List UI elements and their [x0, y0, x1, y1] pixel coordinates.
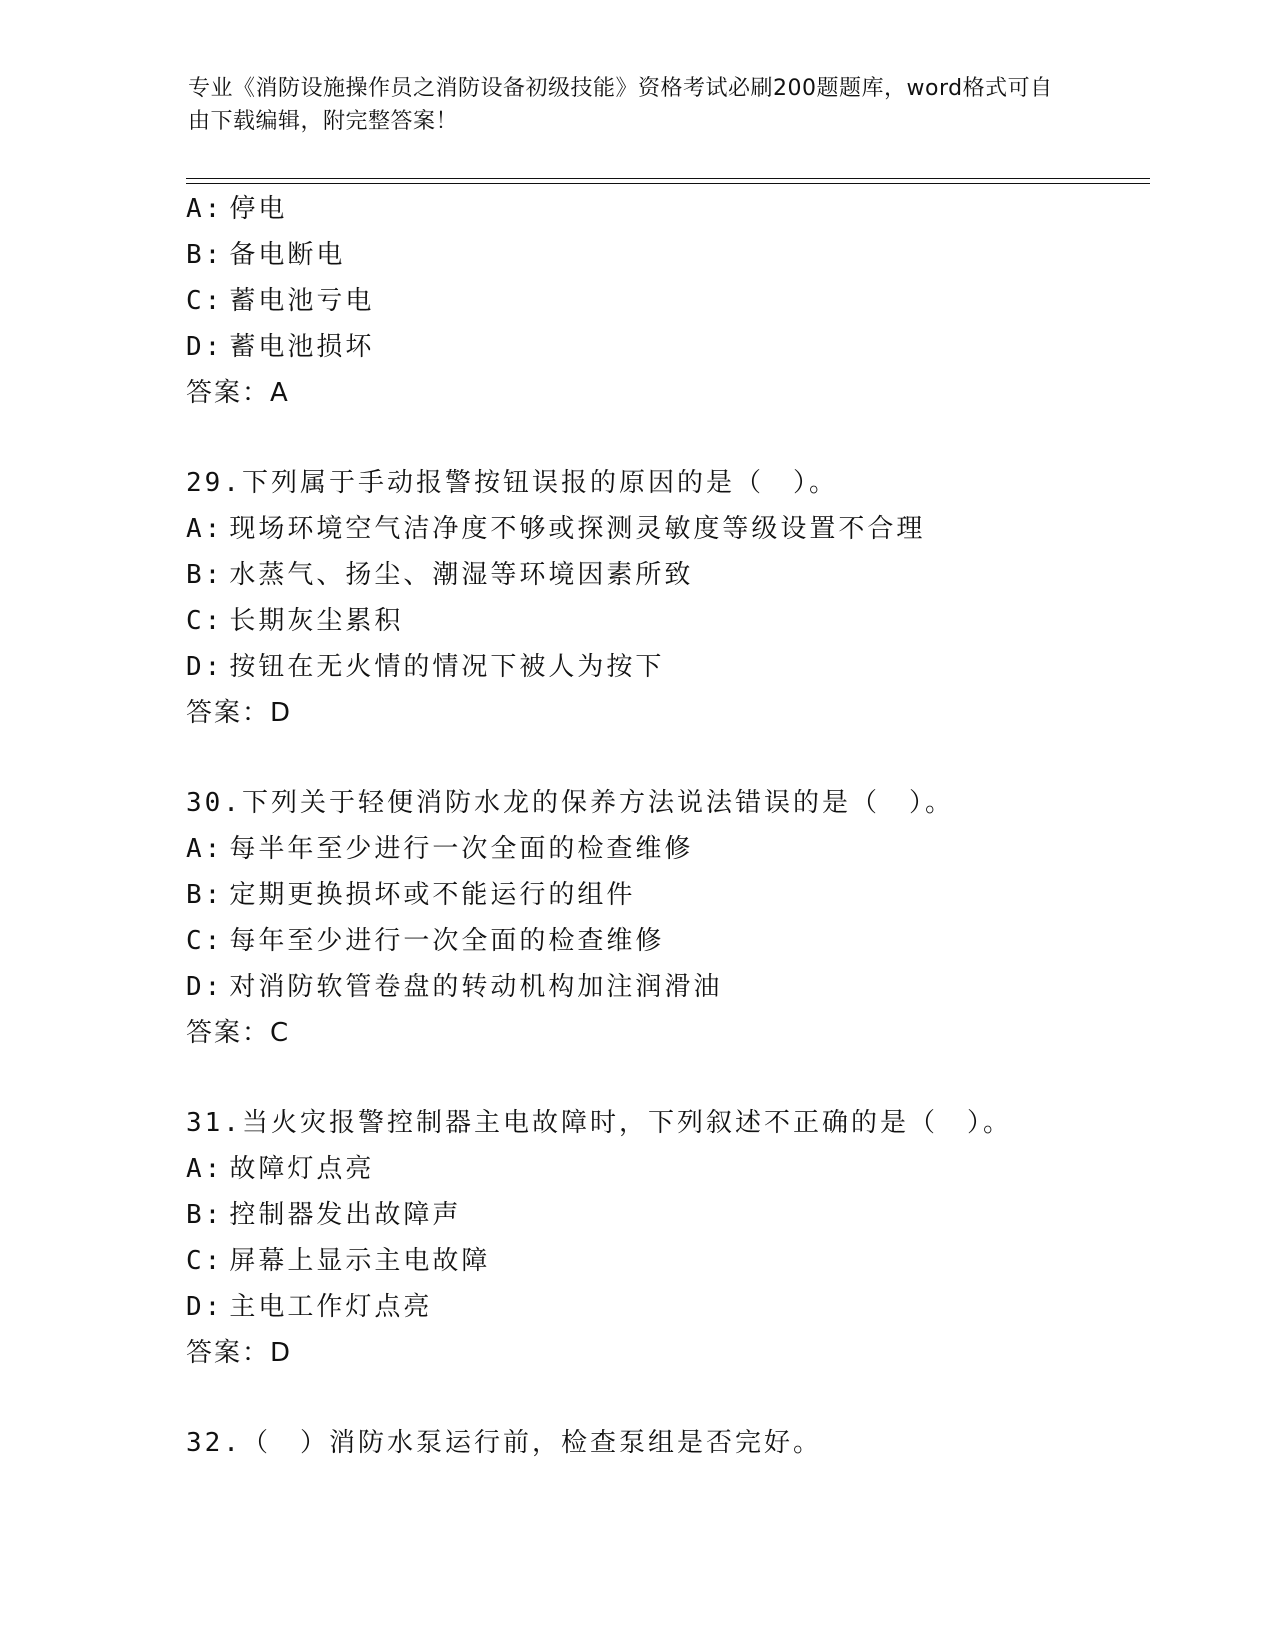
option-a: A: 现场环境空气洁净度不够或探测灵敏度等级设置不合理 — [186, 514, 926, 544]
option-d: D: 对消防软管卷盘的转动机构加注润滑油 — [186, 972, 723, 1002]
option-c: C: 蓄电池亏电 — [186, 286, 375, 316]
question-28-continuation — [186, 186, 1146, 416]
option-c: C: 每年至少进行一次全面的检查维修 — [186, 926, 665, 956]
document-header — [188, 72, 1068, 138]
option-d: D: 蓄电池损坏 — [186, 332, 375, 362]
option-b: B: 控制器发出故障声 — [186, 1200, 462, 1230]
option-c: C: 长期灰尘累积 — [186, 606, 404, 636]
option-a: A: 故障灯点亮 — [186, 1154, 375, 1184]
question-29 — [186, 460, 1146, 736]
option-c: C: 屏幕上显示主电故障 — [186, 1246, 491, 1276]
option-a: A: 每半年至少进行一次全面的检查维修 — [186, 834, 694, 864]
answer-line: 答案：D — [186, 1338, 293, 1368]
question-30 — [186, 780, 1146, 1056]
answer-line: 答案：C — [186, 1018, 291, 1048]
option-d: D: 按钮在无火情的情况下被人为按下 — [186, 652, 665, 682]
option-d: D: 主电工作灯点亮 — [186, 1292, 433, 1322]
question-stem: 32.（ ）消防水泵运行前，检查泵组是否完好。 — [186, 1428, 822, 1458]
question-list — [186, 186, 1146, 1466]
question-stem: 29.下列属于手动报警按钮误报的原因的是（ ）。 — [186, 468, 838, 498]
option-b: B: 定期更换损坏或不能运行的组件 — [186, 880, 636, 910]
question-stem: 30.下列关于轻便消防水龙的保养方法说法错误的是（ ）。 — [186, 788, 954, 818]
answer-line: 答案：A — [186, 378, 290, 408]
question-32 — [186, 1420, 1146, 1466]
option-b: B: 水蒸气、扬尘、潮湿等环境因素所致 — [186, 560, 694, 590]
question-stem: 31.当火灾报警控制器主电故障时，下列叙述不正确的是（ ）。 — [186, 1108, 1012, 1138]
header-title: 专业《消防设施操作员之消防设备初级技能》资格考试必刷200题题库，word格式可自由下载编辑，附完整答案！ — [188, 76, 1053, 134]
header-divider-top — [186, 178, 1150, 179]
option-b: B: 备电断电 — [186, 240, 346, 270]
question-31 — [186, 1100, 1146, 1376]
header-divider-bottom — [186, 183, 1150, 184]
option-a: A: 停电 — [186, 194, 288, 224]
answer-line: 答案：D — [186, 698, 293, 728]
